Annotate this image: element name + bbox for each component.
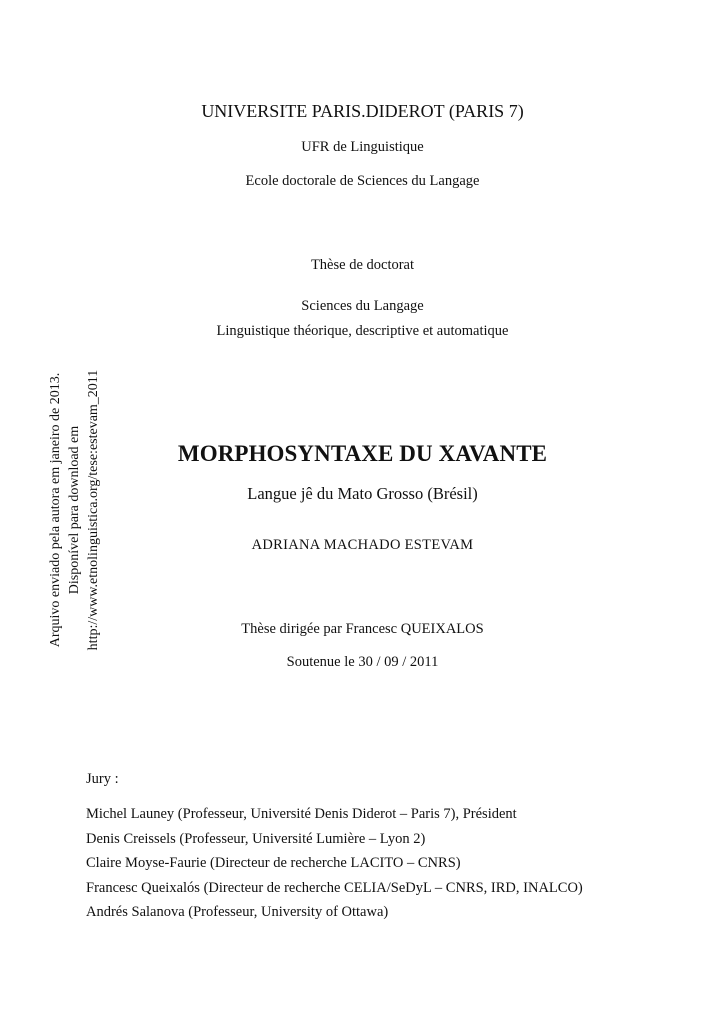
side-note-line-1: Arquivo enviado pela autora em janeiro de 2013.: [48, 372, 63, 648]
doctoral-school: Ecole doctorale de Sciences du Langage: [245, 173, 480, 189]
thesis-author: ADRIANA MACHADO ESTEVAM: [251, 537, 474, 553]
ufr-name: UFR de Linguistique: [301, 139, 424, 155]
thesis-field: Sciences du Langage: [301, 298, 424, 314]
thesis-title: MORPHOSYNTAXE DU XAVANTE: [177, 441, 548, 466]
jury-member: Denis Creissels (Professeur, Université Lumière – Lyon 2): [86, 830, 426, 847]
thesis-subtitle: Langue jê du Mato Grosso (Brésil): [247, 484, 478, 503]
jury-list: [86, 804, 583, 927]
jury-label: Jury :: [86, 771, 119, 787]
thesis-specialty: Linguistique théorique, descriptive et automatique: [216, 323, 509, 339]
side-note-line-2: Disponível para download em: [67, 425, 82, 595]
jury-member: Michel Launey (Professeur, Université Denis Diderot – Paris 7), Président: [86, 806, 517, 822]
jury-member: Francesc Queixalós (Directeur de recherche CELIA/SeDyL – CNRS, IRD, INALCO): [86, 879, 583, 896]
defense-date: Soutenue le 30 / 09 / 2011: [286, 654, 439, 670]
jury-member: Andrés Salanova (Professeur, University of Ottawa): [86, 904, 389, 920]
thesis-director: Thèse dirigée par Francesc QUEIXALOS: [241, 621, 484, 637]
side-note-link[interactable]: http://www.etnolinguistica.org/tese:estevam_2011: [86, 369, 101, 651]
thesis-type: Thèse de doctorat: [310, 257, 415, 273]
university-name: UNIVERSITE PARIS.DIDEROT (PARIS 7): [201, 101, 524, 121]
jury-member: Claire Moyse-Faurie (Directeur de recherche LACITO – CNRS): [86, 855, 461, 871]
archive-side-note: [46, 360, 118, 660]
